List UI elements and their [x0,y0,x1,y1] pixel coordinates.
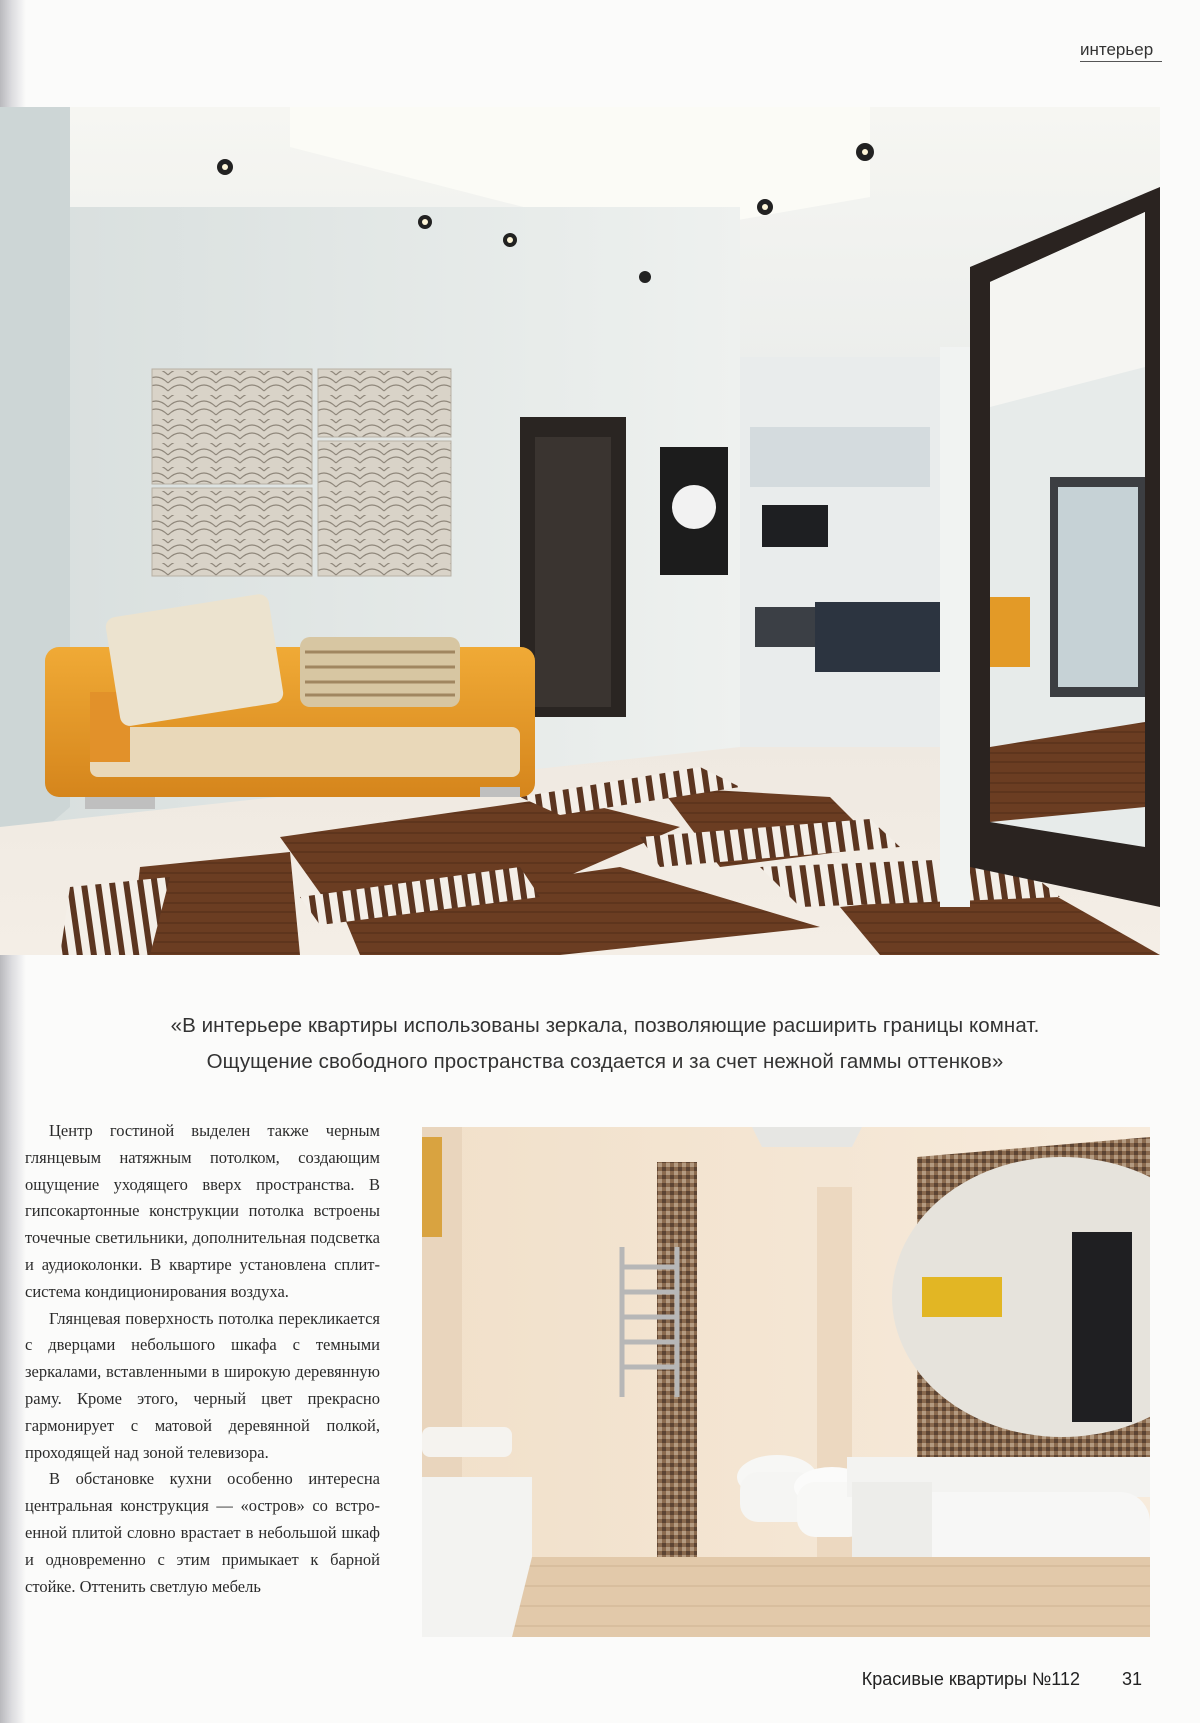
pull-quote-line-2: Ощущение свободного пространства создается и за счет нежной гаммы оттенков» [206,1050,1004,1073]
page-number: 31 [1122,1669,1143,1689]
article-paragraph-1: Центр гостиной выделен также черным глянцевым натяжным потолком, создающим ощущение уходящего вверх пространства. В гипсокартонные конструкции потолка встроены точечные светильники, дополнительная подсветка и аудиоколонки. В квартире установлена сплит-система кондиционирования воздуха. [25,1121,380,1301]
article-body [25,1118,380,1600]
section-rule [1080,61,1162,62]
section-label: интерьер [1080,40,1154,59]
bathroom-photo [422,1127,1150,1637]
pull-quote [60,1008,1150,1080]
article-paragraph-3: В обстановке кухни особенно интересна центральная конструкция — «остров» со встроенной плитой словно врастает в небольшой шкаф и одновременно с этим примыкает к барной стойке. Оттенить светлую мебель [25,1469,380,1596]
living-room-photo [0,107,1160,955]
pull-quote-line-1: «В интерьере квартиры использованы зеркала, позволяющие расширить границы комнат. [170,1014,1040,1037]
article-paragraph-2: Глянцевая поверхность потолка перекликается с дверцами небольшого шкафа с темными зеркалами, вставленными в широкую деревянную раму. Кроме этого, черный цвет прекрасно гармонирует с матовой деревянной полкой, проходящей над зоной телевизора. [25,1308,380,1462]
footer-magazine-title: Красивые квартиры №112 [861,1669,1080,1689]
